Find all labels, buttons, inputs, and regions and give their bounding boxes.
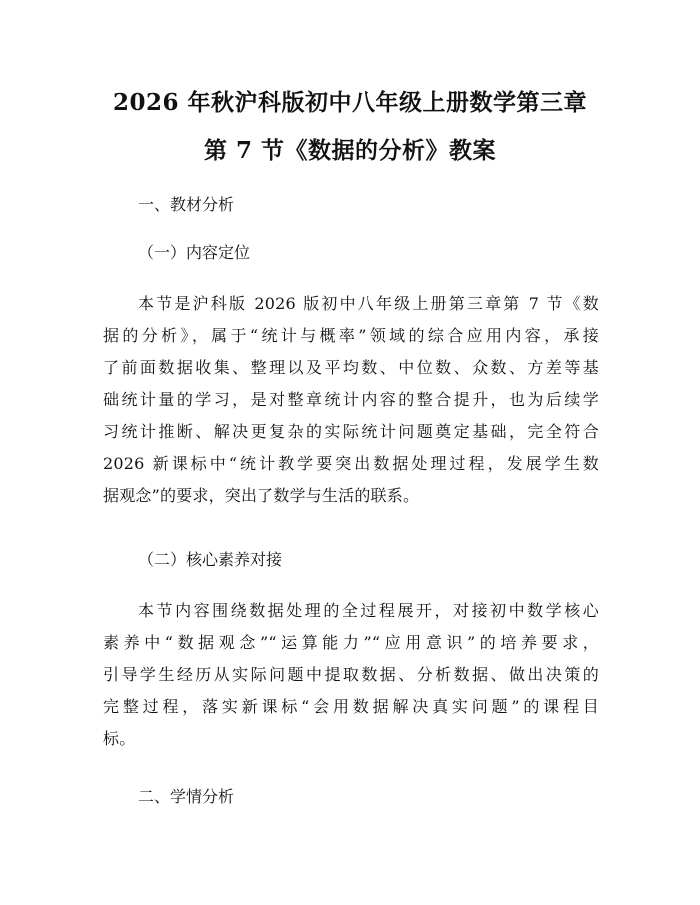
- document-title-line-1: 2026 年秋沪科版初中八年级上册数学第三章: [112, 89, 588, 116]
- paragraph-line: 据观念”的要求，突出了数学与生活的联系。: [103, 486, 420, 505]
- subsection-heading-core-literacy: （二）核心素养对接: [138, 550, 283, 569]
- paragraph-line: 本节内容围绕数据处理的全过程展开，对接初中数学核心: [138, 601, 599, 620]
- paragraph-line: 完整过程，落实新课标“会用数据解决真实问题”的课程目: [103, 697, 599, 716]
- section-heading-textbook-analysis: 一、教材分析: [138, 195, 235, 214]
- paragraph-line: 标。: [103, 729, 136, 748]
- paragraph-line: 本节是沪科版 2026 版初中八年级上册第三章第 7 节《数: [138, 294, 599, 313]
- paragraph-content-positioning: [103, 288, 599, 512]
- subsection-heading-content-positioning: （一）内容定位: [138, 243, 251, 262]
- paragraph-line: 了前面数据收集、整理以及平均数、中位数、众数、方差等基: [103, 358, 599, 377]
- section-heading-student-analysis: 二、学情分析: [138, 787, 235, 806]
- paragraph-line: 据的分析》，属于“统计与概率”领域的综合应用内容，承接: [103, 326, 599, 345]
- document-title-line-2: 第 7 节《数据的分析》教案: [203, 137, 497, 164]
- paragraph-line: 素养中“数据观念”“运算能力”“应用意识”的培养要求，: [103, 633, 599, 652]
- paragraph-line: 2026 新课标中“统计教学要突出数据处理过程，发展学生数: [103, 454, 599, 473]
- paragraph-core-literacy: [103, 595, 599, 755]
- paragraph-line: 引导学生经历从实际问题中提取数据、分析数据、做出决策的: [103, 665, 599, 684]
- paragraph-line: 础统计量的学习，是对整章统计内容的整合提升，也为后续学: [103, 390, 599, 409]
- paragraph-line: 习统计推断、解决更复杂的实际统计问题奠定基础，完全符合: [103, 422, 599, 441]
